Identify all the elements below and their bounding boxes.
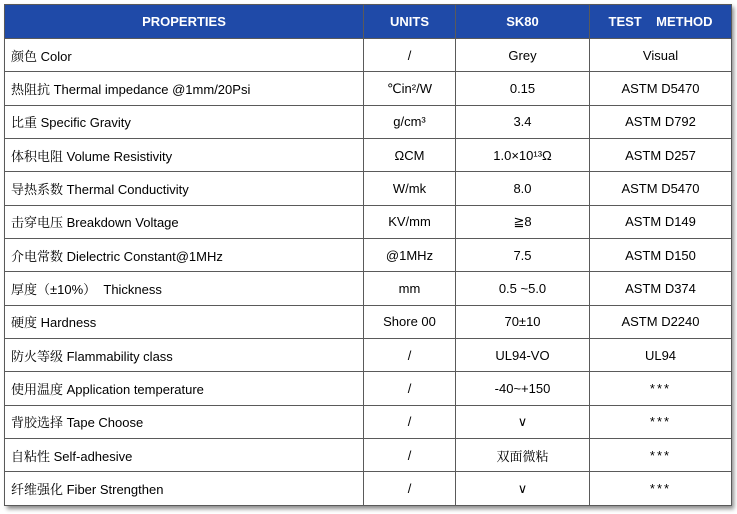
unit-cell: / xyxy=(364,405,456,438)
properties-table-frame xyxy=(4,4,731,506)
table-row xyxy=(5,39,732,72)
value-cell: Grey xyxy=(456,39,590,72)
property-cell: 背胶选择 Tape Choose xyxy=(5,405,364,438)
header-properties: PROPERTIES xyxy=(5,5,364,39)
header-units: UNITS xyxy=(364,5,456,39)
unit-cell: / xyxy=(364,39,456,72)
value-cell: ≧8 xyxy=(456,205,590,238)
header-sk80: SK80 xyxy=(456,5,590,39)
method-cell: ASTM D257 xyxy=(590,139,732,172)
property-cell: 击穿电压 Breakdown Voltage xyxy=(5,205,364,238)
table-row xyxy=(5,472,732,506)
method-cell: *** xyxy=(590,372,732,405)
unit-cell: g/cm³ xyxy=(364,105,456,138)
value-cell: 3.4 xyxy=(456,105,590,138)
table-row xyxy=(5,72,732,105)
method-cell: *** xyxy=(590,439,732,472)
value-cell: 7.5 xyxy=(456,239,590,272)
method-cell: *** xyxy=(590,405,732,438)
unit-cell: W/mk xyxy=(364,172,456,205)
table-row xyxy=(5,372,732,405)
value-cell: UL94-VO xyxy=(456,339,590,372)
method-cell: ASTM D5470 xyxy=(590,72,732,105)
unit-cell: @1MHz xyxy=(364,239,456,272)
unit-cell: / xyxy=(364,472,456,506)
method-cell: ASTM D149 xyxy=(590,205,732,238)
value-cell: ∨ xyxy=(456,405,590,438)
unit-cell: ΩCM xyxy=(364,139,456,172)
value-cell: 8.0 xyxy=(456,172,590,205)
table-row xyxy=(5,305,732,338)
unit-cell: KV/mm xyxy=(364,205,456,238)
property-cell: 颜色 Color xyxy=(5,39,364,72)
method-cell: ASTM D5470 xyxy=(590,172,732,205)
table-row xyxy=(5,272,732,305)
property-cell: 硬度 Hardness xyxy=(5,305,364,338)
method-cell: *** xyxy=(590,472,732,506)
value-cell: 70±10 xyxy=(456,305,590,338)
unit-cell: / xyxy=(364,372,456,405)
value-cell: -40~+150 xyxy=(456,372,590,405)
property-cell: 热阻抗 Thermal impedance @1mm/20Psi xyxy=(5,72,364,105)
table-row xyxy=(5,105,732,138)
table-row xyxy=(5,239,732,272)
unit-cell: ℃in²/W xyxy=(364,72,456,105)
table-row xyxy=(5,439,732,472)
unit-cell: Shore 00 xyxy=(364,305,456,338)
method-cell: ASTM D374 xyxy=(590,272,732,305)
method-cell: ASTM D792 xyxy=(590,105,732,138)
table-row xyxy=(5,205,732,238)
unit-cell: / xyxy=(364,439,456,472)
unit-cell: / xyxy=(364,339,456,372)
value-cell: ∨ xyxy=(456,472,590,506)
method-cell: UL94 xyxy=(590,339,732,372)
property-cell: 厚度（±10%） Thickness xyxy=(5,272,364,305)
property-cell: 使用温度 Application temperature xyxy=(5,372,364,405)
value-cell: 0.15 xyxy=(456,72,590,105)
table-row xyxy=(5,405,732,438)
table-row xyxy=(5,139,732,172)
property-cell: 比重 Specific Gravity xyxy=(5,105,364,138)
value-cell: 双面微粘 xyxy=(456,439,590,472)
value-cell: 0.5 ~5.0 xyxy=(456,272,590,305)
property-cell: 导热系数 Thermal Conductivity xyxy=(5,172,364,205)
table-row xyxy=(5,339,732,372)
unit-cell: mm xyxy=(364,272,456,305)
method-cell: Visual xyxy=(590,39,732,72)
property-cell: 体积电阻 Volume Resistivity xyxy=(5,139,364,172)
properties-table xyxy=(4,4,732,506)
header-test-method: TEST METHOD xyxy=(590,5,732,39)
property-cell: 防火等级 Flammability class xyxy=(5,339,364,372)
table-row xyxy=(5,172,732,205)
property-cell: 纤维强化 Fiber Strengthen xyxy=(5,472,364,506)
method-cell: ASTM D2240 xyxy=(590,305,732,338)
header-row xyxy=(5,5,732,39)
property-cell: 自粘性 Self-adhesive xyxy=(5,439,364,472)
property-cell: 介电常数 Dielectric Constant@1MHz xyxy=(5,239,364,272)
value-cell: 1.0×10¹³Ω xyxy=(456,139,590,172)
method-cell: ASTM D150 xyxy=(590,239,732,272)
